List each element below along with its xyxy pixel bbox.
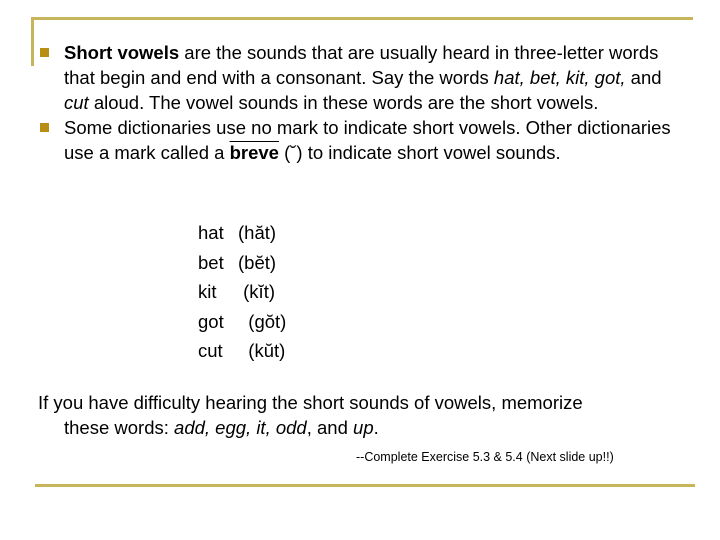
example-word: cut	[198, 340, 223, 361]
closing-line-1: If you have difficulty hearing the short sounds of vowels, memorize	[38, 392, 583, 413]
example-list	[198, 218, 286, 366]
example-word: hat	[198, 222, 224, 243]
bullet-text: Some dictionaries use no mark to indicate short vowels. Other dictionaries use a mark called a	[64, 117, 671, 163]
italic-words: hat, bet, kit, got,	[493, 67, 626, 88]
example-row	[198, 248, 286, 278]
closing-text: .	[373, 417, 379, 438]
italic-word: up	[353, 417, 374, 438]
bullet-item-short-vowels	[38, 40, 678, 115]
example-row	[198, 277, 286, 307]
bullet-text: are the sounds that are usually heard in three-letter words that begin and end with a consonant. Say the words	[64, 42, 659, 88]
closing-line-2	[38, 415, 678, 440]
closing-paragraph	[38, 390, 678, 440]
example-row	[198, 218, 286, 248]
bold-word-breve: breve	[229, 142, 279, 163]
frame-left-rule	[31, 17, 34, 66]
frame-bottom-rule	[35, 484, 695, 487]
example-row	[198, 336, 286, 366]
square-bullet-icon	[40, 48, 49, 57]
italic-word: cut	[64, 92, 89, 113]
square-bullet-icon	[40, 123, 49, 132]
example-word: kit	[198, 281, 217, 302]
bullet-list	[38, 40, 678, 165]
frame-top-rule	[31, 17, 693, 20]
example-pronunciation: (kŭt)	[238, 340, 286, 361]
example-word: bet	[198, 251, 224, 273]
example-row	[198, 307, 286, 337]
closing-text: these words:	[64, 417, 175, 438]
closing-text: , and	[306, 417, 354, 438]
italic-words: add, egg, it, odd	[174, 417, 307, 438]
example-pronunciation: (bĕt)	[238, 251, 277, 273]
bullet-text: (˘) to indicate short vowel sounds.	[278, 142, 561, 163]
bullet-text: aloud. The vowel sounds in these words are the short vowels.	[88, 92, 599, 113]
example-word: got	[198, 310, 224, 332]
bullet-text: and	[625, 67, 662, 88]
exercise-note: --Complete Exercise 5.3 & 5.4 (Next slide up!!)	[356, 450, 614, 464]
example-pronunciation: (hăt)	[238, 222, 277, 243]
example-pronunciation: (kĭt)	[238, 281, 275, 302]
bold-lead: Short vowels	[64, 42, 180, 63]
bullet-item-dictionaries	[38, 115, 678, 165]
example-pronunciation: (gŏt)	[238, 310, 287, 332]
